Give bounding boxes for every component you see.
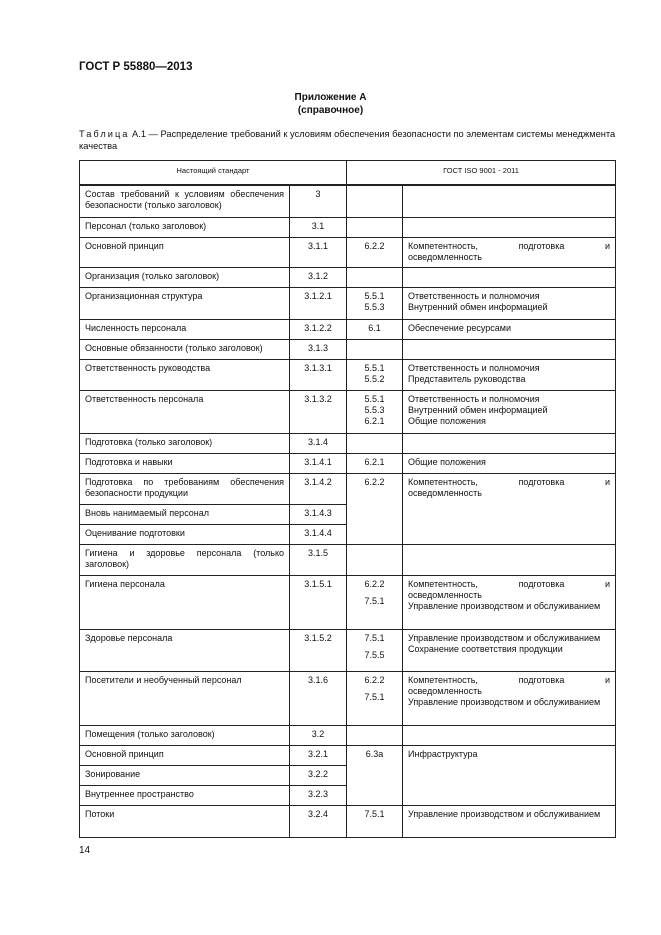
iso-clause: 6.2.1 <box>364 415 385 426</box>
clause-number-cell: 3.2 <box>290 725 347 745</box>
clause-number-cell: 3.1.1 <box>290 237 347 267</box>
clause-number-cell: 3.1.5.1 <box>290 575 347 629</box>
requirement-cell: Здоровье персонала <box>80 629 290 671</box>
requirement-cell: Персонал (только заголовок) <box>80 217 290 237</box>
iso-text: Ответственность и полномочия <box>408 290 540 301</box>
iso-clause-cell <box>347 745 403 805</box>
table-row <box>80 745 616 765</box>
iso-clause-cell <box>347 453 403 473</box>
table-row <box>80 453 616 473</box>
iso-clause-cell <box>347 217 403 237</box>
requirement-cell: Вновь нанимаемый персонал <box>80 504 290 524</box>
iso-clause-cell <box>347 725 403 745</box>
clause-number-cell: 3.1.4.4 <box>290 524 347 544</box>
iso-clause-cell <box>347 629 403 671</box>
iso-text-cell <box>403 433 616 453</box>
clause-number-cell: 3.1.3.1 <box>290 359 347 390</box>
iso-text: Инфраструктура <box>408 748 478 759</box>
clause-number-cell: 3.1.4.3 <box>290 504 347 524</box>
iso-clause: 6.2.2 <box>364 240 385 251</box>
page-number: 14 <box>79 845 91 856</box>
header-this-standard: Настоящий стандарт <box>80 161 347 186</box>
table-header-row <box>80 161 616 186</box>
iso-clause-cell <box>347 287 403 319</box>
caption-text: А.1 — Распределение требований к условиям обеспечения безопасности по элементам системы менеджмента качества <box>79 129 616 151</box>
table-row <box>80 671 616 725</box>
iso-clause-cell <box>347 671 403 725</box>
iso-text: Управление производством и обслуживанием <box>408 696 601 707</box>
iso-text: Ответственность и полномочия <box>408 393 540 404</box>
iso-clause: 6.2.2 <box>364 476 385 487</box>
table-row <box>80 287 616 319</box>
requirement-cell: Помещения (только заголовок) <box>80 725 290 745</box>
iso-clause: 5.5.1 <box>364 290 385 301</box>
clause-number-cell: 3.1.2 <box>290 267 347 287</box>
table-row <box>80 237 616 267</box>
iso-text-cell <box>403 319 616 339</box>
clause-number-cell: 3.2.1 <box>290 745 347 765</box>
requirement-cell: Оценивание подготовки <box>80 524 290 544</box>
clause-number-cell: 3.1.5.2 <box>290 629 347 671</box>
table-row <box>80 725 616 745</box>
iso-text: Ответственность и полномочия <box>408 362 540 373</box>
iso-text-cell <box>403 805 616 837</box>
iso-clause: 6.3а <box>365 748 384 759</box>
iso-clause: 7.5.1 <box>364 595 385 606</box>
iso-clause: 6.2.2 <box>364 578 385 589</box>
iso-text: Компетентность, подготовка и осведомленность <box>408 578 611 600</box>
iso-text-cell <box>403 390 616 433</box>
requirement-cell: Гигиена и здоровье персонала (только заголовок) <box>80 544 290 575</box>
iso-text: Представитель руководства <box>408 373 526 384</box>
requirement-cell: Гигиена персонала <box>80 575 290 629</box>
iso-clause: 7.5.1 <box>364 808 385 819</box>
iso-text: Компетентность, подготовка и осведомленность <box>408 240 611 262</box>
iso-clause-cell <box>347 319 403 339</box>
requirement-cell: Организационная структура <box>80 287 290 319</box>
iso-text: Компетентность, подготовка и осведомленность <box>408 674 611 696</box>
iso-clause: 6.2.2 <box>364 674 385 685</box>
table-row <box>80 390 616 433</box>
requirement-cell: Подготовка по требованиям обеспечения безопасности продукции <box>80 473 290 504</box>
clause-number-cell: 3.1.4.2 <box>290 473 347 504</box>
requirement-cell: Подготовка и навыки <box>80 453 290 473</box>
requirement-cell: Зонирование <box>80 765 290 785</box>
table-caption <box>79 128 619 152</box>
requirement-cell: Посетители и необученный персонал <box>80 671 290 725</box>
iso-clause: 6.2.1 <box>364 456 385 467</box>
iso-clause-cell <box>347 544 403 575</box>
iso-clause: 5.5.2 <box>364 373 385 384</box>
clause-number-cell: 3.2.2 <box>290 765 347 785</box>
iso-clause: 6.1 <box>368 322 381 333</box>
clause-number-cell: 3.1.2.2 <box>290 319 347 339</box>
requirement-cell: Основной принцип <box>80 745 290 765</box>
iso-text-cell <box>403 217 616 237</box>
requirement-cell: Потоки <box>80 805 290 837</box>
iso-text-cell <box>403 575 616 629</box>
iso-clause: 5.5.1 <box>364 393 385 404</box>
table-row <box>80 575 616 629</box>
table-row <box>80 433 616 453</box>
iso-text: Управление производством и обслуживанием <box>408 808 601 819</box>
iso-text: Внутренний обмен информацией <box>408 404 548 415</box>
iso-clause-cell <box>347 473 403 544</box>
clause-number-cell: 3 <box>290 185 347 217</box>
iso-clause-cell <box>347 339 403 359</box>
clause-number-cell: 3.1.2.1 <box>290 287 347 319</box>
iso-clause-cell <box>347 390 403 433</box>
table-row <box>80 339 616 359</box>
iso-text: Управление производством и обслуживанием <box>408 600 601 611</box>
table-row <box>80 319 616 339</box>
requirement-cell: Состав требований к условиям обеспечения безопасности (только заголовок) <box>80 185 290 217</box>
table-row <box>80 267 616 287</box>
requirement-cell: Основные обязанности (только заголовок) <box>80 339 290 359</box>
table-row <box>80 544 616 575</box>
iso-clause: 7.5.1 <box>364 691 385 702</box>
table-row <box>80 805 616 837</box>
table-row <box>80 629 616 671</box>
iso-text: Компетентность, подготовка и осведомленность <box>408 476 611 498</box>
iso-clause: 5.5.1 <box>364 362 385 373</box>
appendix-heading <box>0 91 661 117</box>
iso-text-cell <box>403 671 616 725</box>
clause-number-cell: 3.1 <box>290 217 347 237</box>
iso-text-cell <box>403 267 616 287</box>
iso-text-cell <box>403 287 616 319</box>
iso-text-cell <box>403 473 616 544</box>
clause-number-cell: 3.1.4 <box>290 433 347 453</box>
clause-number-cell: 3.2.3 <box>290 785 347 805</box>
iso-text: Обеспечение ресурсами <box>408 322 511 333</box>
header-iso-9001: ГОСТ ISO 9001 - 2011 <box>347 161 616 186</box>
iso-clause-cell <box>347 359 403 390</box>
table-row <box>80 359 616 390</box>
iso-clause-cell <box>347 575 403 629</box>
table-row <box>80 217 616 237</box>
table-row <box>80 473 616 504</box>
requirement-cell: Ответственность персонала <box>80 390 290 433</box>
requirement-cell: Основной принцип <box>80 237 290 267</box>
appendix-title: Приложение А <box>294 92 367 103</box>
document-code: ГОСТ Р 55880—2013 <box>79 61 193 73</box>
clause-number-cell: 3.1.4.1 <box>290 453 347 473</box>
iso-clause: 7.5.1 <box>364 632 385 643</box>
iso-text-cell <box>403 629 616 671</box>
iso-text: Общие положения <box>408 415 486 426</box>
table-row <box>80 185 616 217</box>
iso-text-cell <box>403 185 616 217</box>
iso-text-cell <box>403 725 616 745</box>
iso-text: Общие положения <box>408 456 486 467</box>
appendix-subtitle: (справочное) <box>297 105 364 116</box>
iso-text-cell <box>403 453 616 473</box>
iso-text-cell <box>403 359 616 390</box>
iso-clause-cell <box>347 805 403 837</box>
iso-text-cell <box>403 544 616 575</box>
iso-text-cell <box>403 339 616 359</box>
iso-clause-cell <box>347 267 403 287</box>
clause-number-cell: 3.1.5 <box>290 544 347 575</box>
requirement-cell: Внутреннее пространство <box>80 785 290 805</box>
iso-clause-cell <box>347 433 403 453</box>
iso-text: Управление производством и обслуживанием <box>408 632 601 643</box>
iso-clause: 5.5.3 <box>364 404 385 415</box>
iso-clause: 5.5.3 <box>364 301 385 312</box>
clause-number-cell: 3.1.6 <box>290 671 347 725</box>
clause-number-cell: 3.2.4 <box>290 805 347 837</box>
clause-number-cell: 3.1.3.2 <box>290 390 347 433</box>
caption-label: Таблица <box>79 129 130 139</box>
iso-text: Сохранение соответствия продукции <box>408 643 563 654</box>
iso-clause: 7.5.5 <box>364 649 385 660</box>
requirement-cell: Численность персонала <box>80 319 290 339</box>
iso-text: Внутренний обмен информацией <box>408 301 548 312</box>
requirement-cell: Подготовка (только заголовок) <box>80 433 290 453</box>
requirement-cell: Организация (только заголовок) <box>80 267 290 287</box>
iso-clause-cell <box>347 237 403 267</box>
clause-number-cell: 3.1.3 <box>290 339 347 359</box>
requirements-table <box>79 160 616 838</box>
iso-text-cell <box>403 745 616 805</box>
iso-clause-cell <box>347 185 403 217</box>
iso-text-cell <box>403 237 616 267</box>
requirement-cell: Ответственность руководства <box>80 359 290 390</box>
